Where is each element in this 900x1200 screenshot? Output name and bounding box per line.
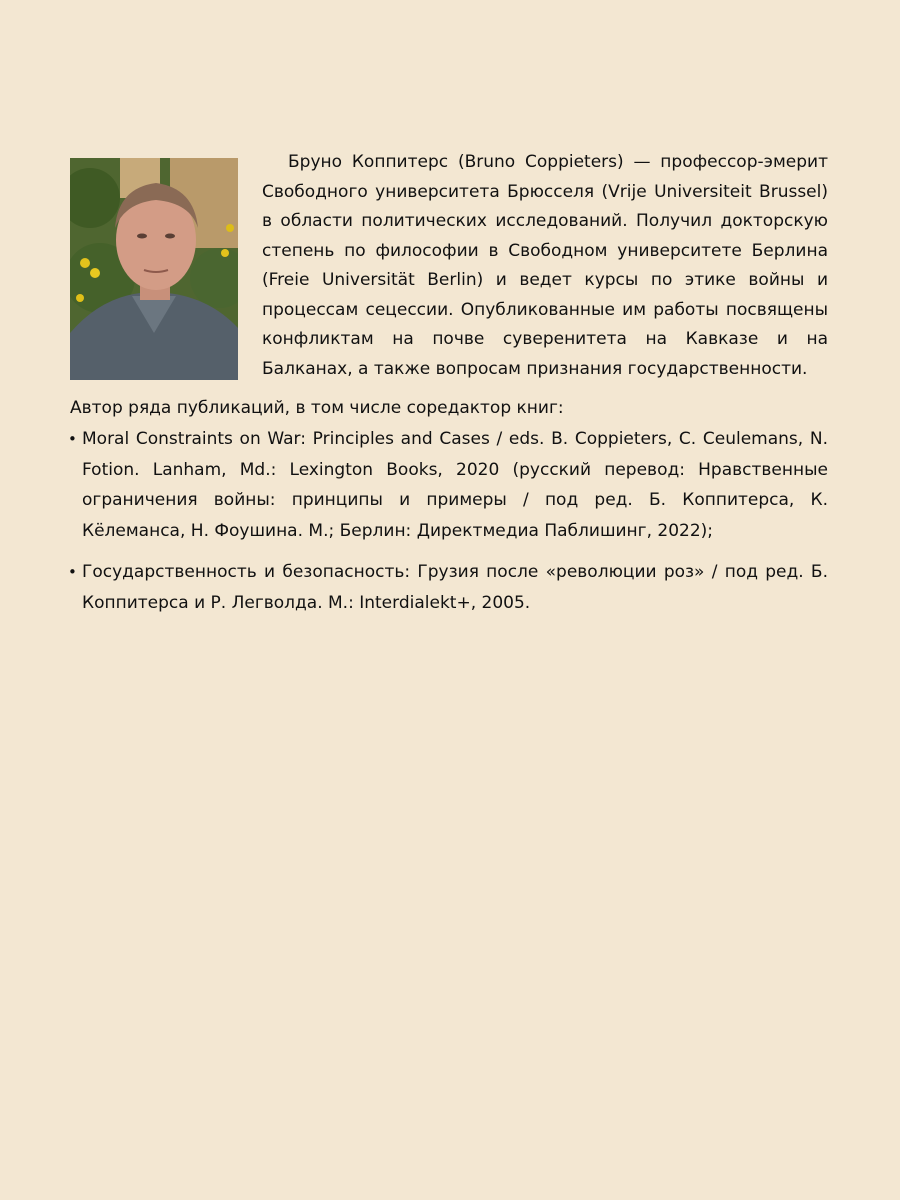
publication-text: Moral Constraints on War: Principles and Cases / eds. B. Coppieters, C. Ceulemans, N. Fotion. Lanham, Md.: Lexington Books, 2020 (русский перевод: Нравственные ограничения войны: принципы и примеры / под ред. Б. Коппитерса, К. Кёлеманса, Н. Фоушина. М.; Берлин: Директмедиа Паблишинг, 2022); [82,429,828,541]
author-photo [70,158,238,380]
bullet-icon: • [68,430,77,448]
list-item [70,557,828,618]
portrait-photo-icon [70,158,238,380]
list-item [70,424,828,546]
author-bio: Бруно Коппитерс (Bruno Coppieters) — профессор-эмерит Свободного университета Брюсселя (Vrije Universiteit Brussel) в области политических исследований. Получил докторскую степень по философии в Свободном университете Берлина (Freie Universität Berlin) и ведет курсы по этике войны и процессам сецессии. Опубликованные им работы посвящены конфликтам на почве суверенитета на Кавказе и на Балканах, а также вопросам признания государственности. [262,152,828,379]
publications-list [70,424,828,629]
publications-intro: Автор ряда публикаций, в том числе соредактор книг: [70,398,564,418]
bullet-icon: • [68,563,77,581]
publication-text: Государственность и безопасность: Грузия после «революции роз» / под ред. Б. Коппитерса и Р. Легволда. М.: Interdialekt+, 2005. [82,562,828,613]
